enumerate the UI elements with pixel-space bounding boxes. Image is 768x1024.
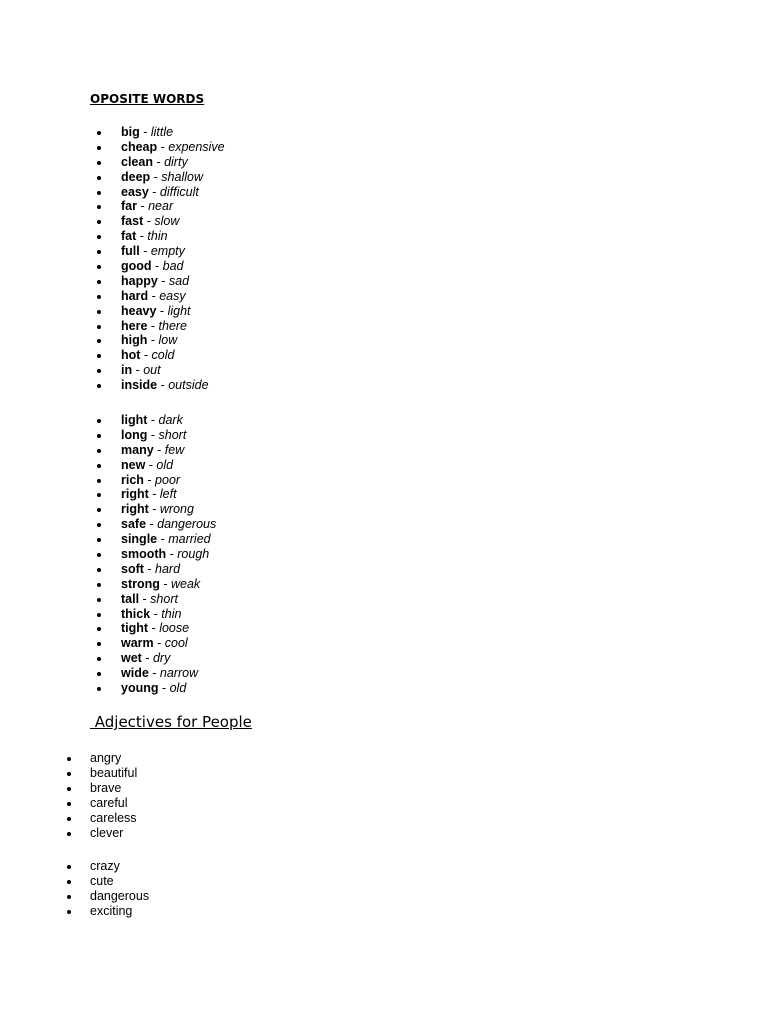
opposite-words-list-1 <box>0 125 225 393</box>
adjective-item: exciting <box>0 904 149 919</box>
opposite-pair-item <box>0 140 225 155</box>
pair-opposite: slow <box>154 214 180 229</box>
pair-word: full <box>121 244 140 259</box>
pair-separator: - <box>147 413 159 427</box>
pair-opposite: rough <box>177 547 210 562</box>
opposite-pair-item <box>0 319 225 334</box>
opposite-pair-item <box>0 681 216 696</box>
adjective-item: dangerous <box>0 889 149 904</box>
pair-opposite: difficult <box>159 184 199 199</box>
adjective-item: angry <box>0 751 137 766</box>
pair-separator: - <box>150 606 162 621</box>
adjectives-list-1 <box>0 751 137 841</box>
opposite-pair-item <box>0 502 216 517</box>
pair-word: high <box>121 333 148 348</box>
opposite-pair-item <box>0 244 225 259</box>
pair-opposite: dark <box>158 413 183 427</box>
pair-opposite: sad <box>168 273 190 288</box>
opposite-pair-item <box>0 636 216 651</box>
pair-word: warm <box>121 636 154 651</box>
pair-word: here <box>121 318 148 333</box>
pair-separator: - <box>153 442 165 457</box>
pair-word: hot <box>121 348 141 363</box>
opposite-pair-item <box>0 428 216 443</box>
pair-word: new <box>121 457 146 472</box>
opposite-pair-item <box>0 443 216 458</box>
pair-opposite: left <box>159 487 177 502</box>
pair-word: soft <box>121 561 144 576</box>
adjective-item: cute <box>0 874 149 889</box>
pair-separator: - <box>157 273 169 288</box>
pair-word: happy <box>121 273 158 288</box>
pair-word: young <box>121 681 159 696</box>
pair-separator: - <box>157 378 169 393</box>
opposite-pair-item <box>0 274 225 289</box>
pair-word: many <box>121 442 154 457</box>
pair-separator: - <box>148 288 160 303</box>
opposite-pair-item <box>0 348 225 363</box>
adjective-item: beautiful <box>0 766 137 781</box>
pair-opposite: hard <box>155 561 181 576</box>
pair-word: in <box>121 363 133 378</box>
opposite-pair-item <box>0 517 216 532</box>
adjectives-heading: Adjectives for People <box>90 713 252 731</box>
pair-separator: - <box>148 184 160 199</box>
pair-opposite: easy <box>159 288 186 303</box>
adjective-item: brave <box>0 781 137 796</box>
adjectives-list-2 <box>0 859 149 919</box>
pair-word: hard <box>121 288 149 303</box>
pair-opposite: thin <box>147 229 168 244</box>
opposite-pair-item <box>0 547 216 562</box>
pair-word: thick <box>121 606 151 621</box>
pair-opposite: weak <box>171 576 201 591</box>
pair-word: tight <box>121 621 149 636</box>
opposite-pair-item <box>0 666 216 681</box>
opposite-pair-item <box>0 214 225 229</box>
opposite-pair-item <box>0 333 225 348</box>
pair-opposite: expensive <box>168 139 225 154</box>
pair-separator: - <box>148 487 160 502</box>
adjective-item: clever <box>0 826 137 841</box>
pair-opposite: empty <box>150 244 185 259</box>
pair-word: right <box>121 487 149 502</box>
pair-opposite: old <box>169 681 187 696</box>
pair-opposite: thin <box>161 606 182 621</box>
pair-separator: - <box>147 333 159 348</box>
pair-word: light <box>121 413 148 427</box>
pair-opposite: low <box>158 333 178 348</box>
pair-separator: - <box>148 621 160 636</box>
pair-opposite: short <box>150 591 178 606</box>
pair-separator: - <box>136 229 148 244</box>
opposite-pair-item <box>0 487 216 502</box>
pair-opposite: married <box>168 532 211 547</box>
pair-opposite: wrong <box>159 502 194 517</box>
pair-separator: - <box>157 532 169 547</box>
pair-word: easy <box>121 184 149 199</box>
opposite-pair-item <box>0 199 225 214</box>
pair-separator: - <box>139 591 151 606</box>
opposite-pair-item <box>0 259 225 274</box>
pair-word: deep <box>121 169 151 184</box>
pair-separator: - <box>132 363 144 378</box>
pair-opposite: dangerous <box>157 517 217 532</box>
pair-word: heavy <box>121 303 157 318</box>
pair-separator: - <box>148 666 160 681</box>
opposite-pair-item <box>0 378 225 393</box>
pair-separator: - <box>158 681 170 696</box>
opposite-pair-item <box>0 125 225 140</box>
pair-separator: - <box>139 125 151 139</box>
pair-opposite: light <box>167 303 191 318</box>
pair-word: fast <box>121 214 144 229</box>
pair-opposite: loose <box>159 621 190 636</box>
pair-opposite: dry <box>152 651 171 666</box>
adjective-item: crazy <box>0 859 149 874</box>
pair-word: wide <box>121 666 149 681</box>
pair-separator: - <box>151 259 163 274</box>
opposite-pair-item <box>0 473 216 488</box>
opposite-pair-item <box>0 592 216 607</box>
pair-word: long <box>121 427 148 442</box>
opposite-pair-item <box>0 413 216 428</box>
pair-word: big <box>121 125 140 139</box>
opposite-pair-item <box>0 363 225 378</box>
pair-opposite: outside <box>168 378 209 393</box>
opposite-pair-item <box>0 229 225 244</box>
pair-separator: - <box>136 199 149 214</box>
pair-opposite: dirty <box>164 154 188 169</box>
opposite-pair-item <box>0 304 225 319</box>
pair-separator: - <box>140 348 152 363</box>
pair-separator: - <box>156 303 168 318</box>
opposite-pair-item <box>0 170 225 185</box>
pair-separator: - <box>152 154 165 169</box>
pair-word: safe <box>121 517 147 532</box>
pair-opposite: poor <box>155 472 181 487</box>
opposite-pair-item <box>0 185 225 200</box>
pair-separator: - <box>139 244 151 259</box>
opposite-words-list-2 <box>0 413 216 696</box>
pair-word: right <box>121 502 149 517</box>
pair-opposite: narrow <box>159 666 199 681</box>
pair-separator: - <box>166 547 178 562</box>
pair-separator: - <box>147 318 159 333</box>
pair-opposite: out <box>143 363 161 378</box>
pair-separator: - <box>148 502 160 517</box>
pair-opposite: cool <box>164 636 188 651</box>
pair-opposite: little <box>150 125 174 139</box>
pair-opposite: cold <box>151 348 175 363</box>
opposite-pair-item <box>0 651 216 666</box>
opposite-pair-item <box>0 532 216 547</box>
pair-word: wet <box>121 651 142 666</box>
adjective-item: careless <box>0 811 137 826</box>
opposite-pair-item <box>0 607 216 622</box>
pair-opposite: short <box>158 427 187 442</box>
pair-separator: - <box>143 472 156 487</box>
pair-separator: - <box>150 169 162 184</box>
pair-word: tall <box>121 591 140 606</box>
pair-separator: - <box>143 561 156 576</box>
opposite-pair-item <box>0 458 216 473</box>
pair-opposite: few <box>164 442 185 457</box>
pair-separator: - <box>141 651 153 666</box>
pair-word: smooth <box>121 547 167 562</box>
pair-word: cheap <box>121 139 158 154</box>
pair-separator: - <box>143 214 155 229</box>
pair-word: single <box>121 532 158 547</box>
pair-word: strong <box>121 576 160 591</box>
opposite-pair-item <box>0 289 225 304</box>
pair-word: inside <box>121 378 158 393</box>
pair-word: good <box>121 259 152 274</box>
pair-opposite: there <box>158 318 188 333</box>
pair-separator: - <box>153 636 165 651</box>
opposite-pair-item <box>0 577 216 592</box>
pair-opposite: bad <box>162 259 184 274</box>
pair-separator: - <box>159 576 171 591</box>
opposite-pair-item <box>0 562 216 577</box>
pair-word: clean <box>121 154 153 169</box>
pair-opposite: old <box>156 457 174 472</box>
pair-opposite: shallow <box>161 169 203 184</box>
pair-separator: - <box>145 457 157 472</box>
adjective-item: careful <box>0 796 137 811</box>
pair-separator: - <box>157 139 169 154</box>
pair-separator: - <box>146 517 158 532</box>
opposite-words-heading: OPOSITE WORDS <box>90 92 205 106</box>
pair-separator: - <box>147 427 159 442</box>
opposite-pair-item <box>0 155 225 170</box>
pair-opposite: near <box>148 199 174 214</box>
opposite-pair-item <box>0 621 216 636</box>
pair-word: rich <box>121 472 144 487</box>
pair-word: far <box>121 199 137 214</box>
pair-word: fat <box>121 229 137 244</box>
